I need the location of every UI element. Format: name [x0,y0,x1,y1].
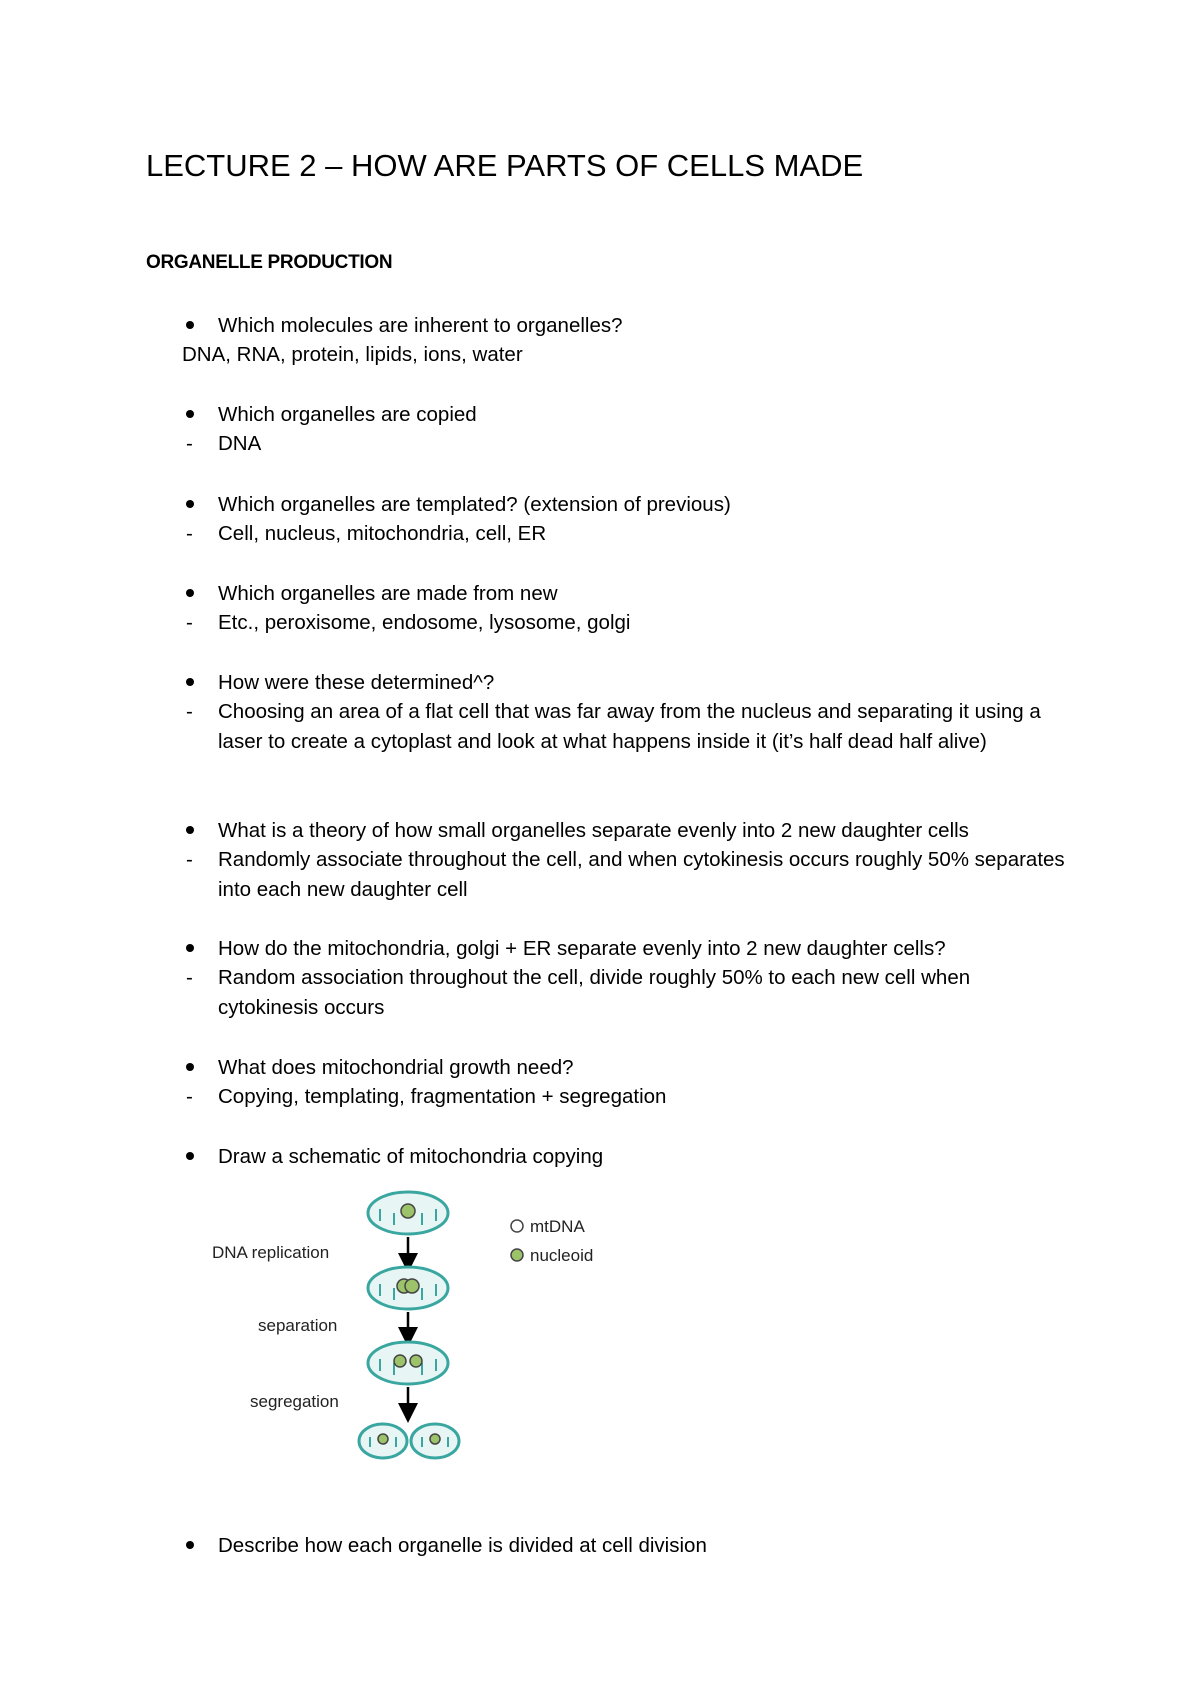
question-text: What is a theory of how small organelles separate evenly into 2 new daughter cells [218,819,969,842]
step-label: segregation [250,1392,339,1411]
answer-text: DNA [218,432,262,455]
bullet-icon [186,1063,194,1071]
question-text: How do the mitochondria, golgi + ER separate evenly into 2 new daughter cells? [218,937,946,960]
dash-marker: - [186,432,193,455]
bullet-icon [186,410,194,418]
dash-marker: - [186,611,193,634]
mtdna-legend-icon [511,1220,523,1232]
dash-marker: - [186,522,193,545]
answer-text: DNA, RNA, protein, lipids, ions, water [182,343,523,366]
page-title: LECTURE 2 – HOW ARE PARTS OF CELLS MADE [146,148,864,183]
question-text: Draw a schematic of mitochondria copying [218,1145,604,1168]
nucleoid-legend-icon [511,1249,523,1261]
section-heading: ORGANELLE PRODUCTION [146,252,393,273]
bullet-icon [186,589,194,597]
dash-marker: - [186,1085,193,1108]
question-text: Which organelles are copied [218,403,477,426]
legend-label: mtDNA [530,1217,585,1236]
dash-marker: - [186,966,193,989]
bullet-icon [186,500,194,508]
mitochondrion-icon [368,1342,448,1384]
answer-text: Copying, templating, fragmentation + segregation [218,1085,667,1108]
bullet-icon [186,944,194,952]
question-text: What does mitochondrial growth need? [218,1056,574,1079]
mitochondrion-icon [359,1424,407,1458]
question-text: Which organelles are made from new [218,582,558,605]
step-label: separation [258,1316,338,1335]
question-text: How were these determined^? [218,671,495,694]
answer-text: Choosing an area of a flat cell that was far away from the nucleus and separating it using a laser to create a cytoplast and look at what happens inside it (it’s half dead half alive) [218,700,1041,753]
bullet-icon [186,321,194,329]
answer-text: Random association throughout the cell, divide roughly 50% to each new cell when cytokinesis occurs [218,966,971,1019]
mitochondrion-icon [411,1424,459,1458]
dash-marker: - [186,848,193,871]
answer-text: Randomly associate throughout the cell, and when cytokinesis occurs roughly 50% separates into each new daughter cell [218,848,1065,901]
step-label: DNA replication [212,1243,330,1262]
bullet-icon [186,826,194,834]
answer-text: Cell, nucleus, mitochondria, cell, ER [218,522,547,545]
mitochondrion-icon [368,1267,448,1309]
question-text: Which organelles are templated? (extension of previous) [218,493,731,516]
bullet-icon [186,678,194,686]
legend-label: nucleoid [530,1246,594,1265]
mitochondrion-icon [368,1192,448,1234]
mitochondria-copying-diagram [200,1185,620,1467]
bullet-icon [186,1152,194,1160]
answer-text: Etc., peroxisome, endosome, lysosome, golgi [218,611,631,634]
dash-marker: - [186,700,193,723]
bullet-icon [186,1541,194,1549]
legend [511,1217,593,1265]
question-text: Describe how each organelle is divided at cell division [218,1534,707,1557]
question-text: Which molecules are inherent to organelles? [218,314,623,337]
